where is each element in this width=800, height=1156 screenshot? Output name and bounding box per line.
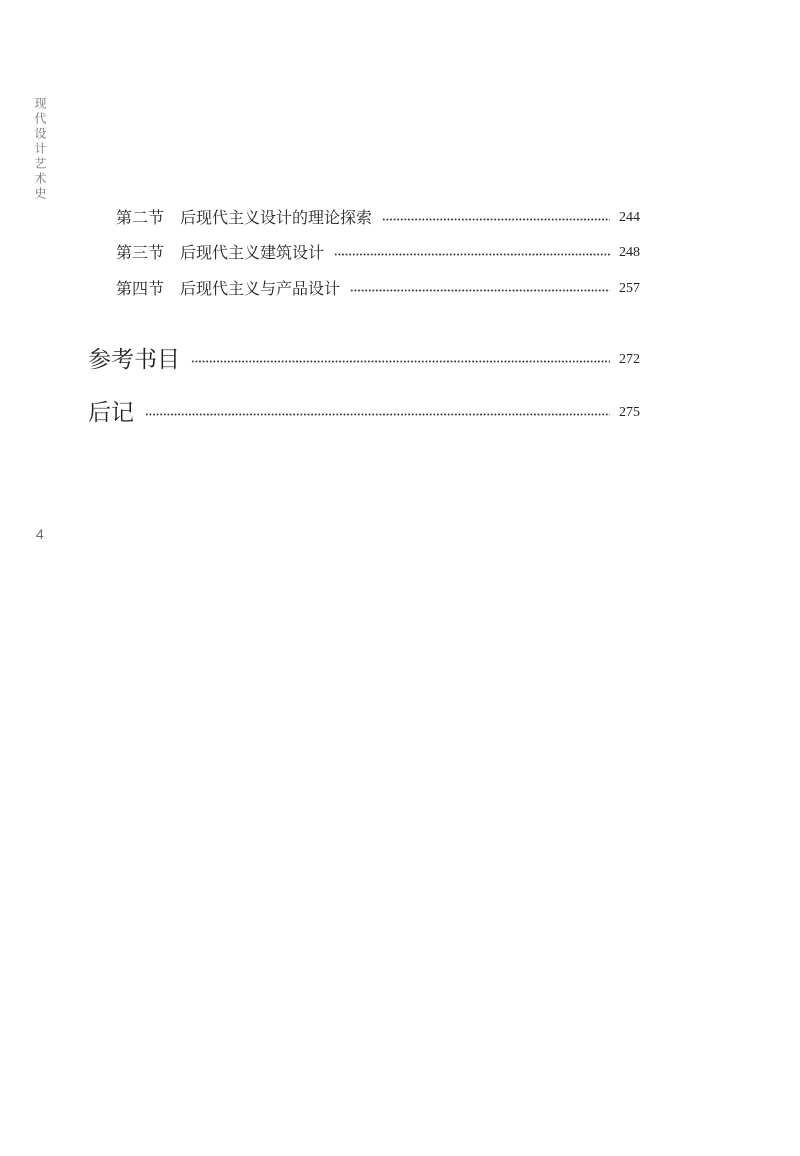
dot-leader	[191, 338, 610, 382]
page-number: 4	[36, 526, 44, 542]
running-title: 现代设计艺术史	[33, 97, 47, 202]
toc-section-entry	[116, 235, 640, 271]
section-title: 后现代主义建筑设计	[180, 243, 325, 262]
section-label: 第二节	[116, 208, 165, 227]
toc-chapter-entry	[88, 391, 640, 435]
toc-section-entry	[116, 271, 640, 307]
dot-leader	[350, 271, 610, 307]
section-title: 后现代主义设计的理论探索	[180, 208, 373, 227]
dot-leader	[145, 391, 610, 435]
chapter-title: 后记	[88, 400, 134, 426]
section-page-number: 257	[619, 281, 640, 296]
toc-chapter-entry	[88, 338, 640, 382]
section-label: 第四节	[116, 279, 165, 298]
section-label: 第三节	[116, 243, 165, 262]
toc-section-entry	[116, 200, 640, 236]
chapter-page-number: 275	[619, 405, 640, 420]
section-title: 后现代主义与产品设计	[180, 279, 341, 298]
chapter-page-number: 272	[619, 352, 640, 367]
section-page-number: 244	[619, 210, 640, 225]
chapter-title: 参考书目	[88, 347, 180, 373]
dot-leader	[334, 235, 610, 271]
section-page-number: 248	[619, 245, 640, 260]
dot-leader	[382, 200, 610, 236]
